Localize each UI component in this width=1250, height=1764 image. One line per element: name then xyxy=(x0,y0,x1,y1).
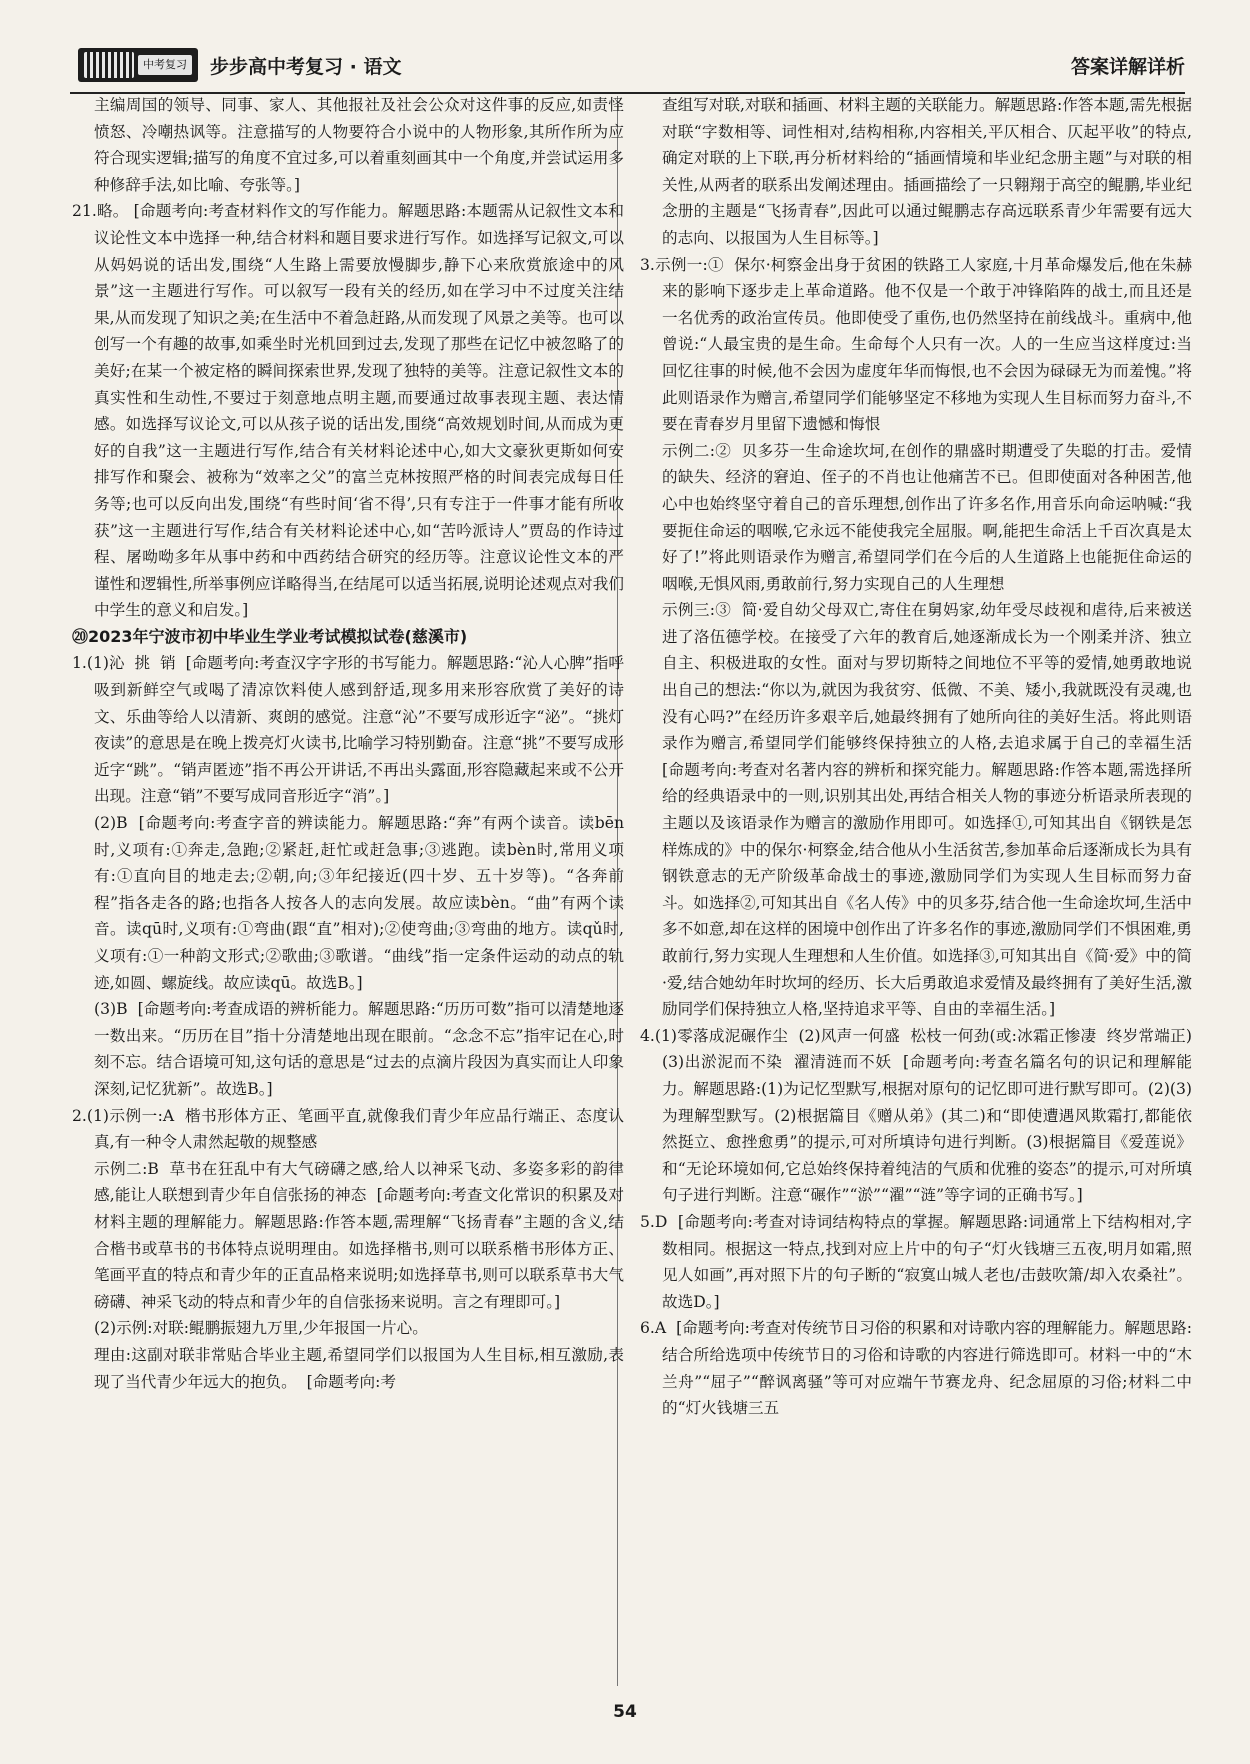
logo-tag: 中考复习 xyxy=(138,55,192,75)
answer-paragraph: 5.D [命题考向:考查对诗词结构特点的掌握。解题思路:词通常上下结构相对,字数相同。根据这一特点,找到对应上片中的句子“灯火钱塘三五夜,明月如霜,照见人如画”,再对照下片的句子断的“寂寞山城人老也/击鼓吹箫/却入农桑社”。故选D。] xyxy=(640,1212,1192,1311)
answer-paragraph: 查组写对联,对联和插画、材料主题的关联能力。解题思路:作答本题,需先根据对联“字数相等、词性相对,结构相称,内容相关,平仄相合、仄起平收”的特点,确定对联的上下联,再分析材料给的“插画情境和毕业纪念册主题”与对联的相关性,从两者的联系出发阐述理由。插画描绘了一只翱翔于高空的鲲鹏,毕业纪念册的主题是“飞扬青春”,因此可以通过鲲鹏志存高远联系青少年需要有远大的志向、以报国为人生目标等。] xyxy=(662,96,1192,247)
publisher-logo xyxy=(78,48,198,82)
left-column xyxy=(72,92,624,1690)
right-column xyxy=(640,92,1202,1690)
page-number: 54 xyxy=(613,1702,637,1722)
answer-paragraph: 主编周国的领导、同事、家人、其他报社及社会公众对这件事的反应,如责怪愤怒、冷嘲热讽等。注意描写的人物要符合小说中的人物形象,其所作所为应符合现实逻辑;描写的角度不宜过多,可以着重刻画其中一个角度,并尝试运用多种修辞手法,如比喻、夸张等。] xyxy=(94,96,624,194)
answer-paragraph: 1.(1)沁 挑 销 [命题考向:考查汉字字形的书写能力。解题思路:“沁人心脾”指呼吸到新鲜空气或喝了清凉饮料使人感到舒适,现多用来形容欣赏了美好的诗文、乐曲等给人以清新、爽朗的感觉。注意“沁”不要写成形近字“泌”。“挑灯夜读”的意思是在晚上拨亮灯火读书,比喻学习特别勤奋。注意“挑”不要写成形近字“跳”。“销声匿迹”指不再公开讲话,不再出头露面,形容隐藏起来或不公开出现。注意“销”不要写成同音形近字“消”。] xyxy=(72,654,624,806)
answer-paragraph: 示例二:B 草书在狂乱中有大气磅礴之感,给人以神采飞动、多姿多彩的韵律感,能让人联想到青少年自信张扬的神态 [命题考向:考查文化常识的积累及对材料主题的理解能力。解题思路:作答本题,需理解“飞扬青春”主题的含义,结合楷书或草书的书体特点说明理由。如选择楷书,则可以联系楷书形体方正、笔画平直的特点和青少年的正直品格来说明;如选择草书,则可以联系草书大气磅礴、神采飞动的特点和青少年的自信张扬来说明。言之有理即可。] xyxy=(94,1159,624,1311)
page-header xyxy=(70,40,1185,94)
logo-emblem-icon xyxy=(84,52,134,78)
book-title: 步步高中考复习 · 语文 xyxy=(210,56,402,78)
answer-paragraph: 21.略。 [命题考向:考查材料作文的写作能力。解题思路:本题需从记叙性文本和议论性文本中选择一种,结合材料和题目要求进行写作。如选择写记叙文,可以从妈妈说的话出发,围绕“人生路上需要放慢脚步,静下心来欣赏旅途中的风景”这一主题进行写作。可以叙写一段有关的经历,如在学习中不过度关注结果,从而发现了知识之美;在生活中不着急赶路,从而发现了风景之美等。也可以创写一个有趣的故事,如乘坐时光机回到过去,发现了那些在记忆中被忽略了的美好;在某一个被定格的瞬间探索世界,发现了独特的美等。注意记叙性文本的真实性和生动性,不要过于刻意地点明主题,而要通过故事表现主题、表达情感。如选择写议论文,可以从孩子说的话出发,围绕“高效规划时间,从而成为更好的自我”这一主题进行写作,结合有关材料论述中心,如大文豪狄更斯如何安排写作和聚会、被称为“效率之父”的富兰克林按照严格的时间表完成每日任务等;也可以反向出发,围绕“有些时间‘省不得’,只有专注于一件事才能有所收获”这一主题进行写作,结合有关材料论述中心,如“苦吟派诗人”贾岛的作诗过程、屠呦呦多年从事中药和中西药结合研究的经历等。注意议论性文本的严谨性和逻辑性,所举事例应详略得当,在结尾可以适当拓展,说明论述观点对我们中学生的意义和启发。] xyxy=(72,202,624,620)
answer-paragraph: 6.A [命题考向:考查对传统节日习俗的积累和对诗歌内容的理解能力。解题思路:结合所给选项中传统节日的习俗和诗歌的内容进行筛选即可。材料一中的“木兰舟”“屈子”“醉讽离骚”等可对应端午节赛龙舟、纪念屈原的习俗;材料二中的“灯火钱塘三五 xyxy=(640,1319,1192,1418)
answer-paragraph: 示例三:③ 简·爱自幼父母双亡,寄住在舅妈家,幼年受尽歧视和虐待,后来被送进了洛伍德学校。在接受了六年的教育后,她逐渐成长为一个刚柔并济、独立自主、积极进取的女性。面对与罗切斯特之间地位不平等的爱情,她勇敢地说出自己的想法:“你以为,就因为我贫穷、低微、不美、矮小,我就既没有灵魂,也没有心吗?”在经历许多艰辛后,她最终拥有了她所向往的美好生活。将此则语录作为赠言,希望同学们能够终保持独立的人格,去追求属于自己的幸福生活 [命题考向:考查对名著内容的辨析和探究能力。解题思路:作答本题,需选择所给的经典语录中的一则,识别其出处,再结合相关人物的事迹分析语录所表现的主题以及该语录作为赠言的激励作用即可。如选择①,可知其出自《钢铁是怎样炼成的》中的保尔·柯察金,结合他从小生活贫苦,参加革命后逐渐成长为具有钢铁意志的无产阶级革命战士的事迹,激励同学们为实现人生目标而努力奋斗。如选择②,可知其出自《名人传》中的贝多芬,结合他一生命途坎坷,生活中多不如意,却在这样的困境中创作出了许多名作的事迹,激励同学们不惧困难,勇敢前行,努力实现人生理想和人生价值。如选择③,可知其出自《简·爱》中的简·爱,结合她幼年时坎坷的经历、长大后勇敢追求爱情及最终拥有了美好生活,激励同学们保持独立人格,坚持追求平等、自由的幸福生活。] xyxy=(662,601,1202,1019)
exam-section-title: ⑳2023年宁波市初中毕业生学业考试模拟试卷(慈溪市) xyxy=(72,626,468,646)
answer-paragraph: 4.(1)零落成泥碾作尘 (2)风声一何盛 松枝一何劲(或:冰霜正惨凄 终岁常端正) (3)出淤泥而不染 濯清涟而不妖 [命题考向:考查名篇名句的识记和理解能力。解题思路:(1)为记忆型默写,根据对原句的记忆即可进行默写即可。(2)(3)为理解型默写。(2)根据篇目《赠从弟》(其二)和“即使遭遇风欺霜打,都能依然挺立、愈挫愈勇”的提示,可对所填诗句进行判断。(3)根据篇目《爱莲说》和“无论环境如何,它总始终保持着纯洁的气质和优雅的姿态”的提示,可对所填句子进行判断。注意“碾作”“淤”“濯”“涟”等字词的正确书写。] xyxy=(640,1026,1202,1205)
answer-paragraph: 理由:这副对联非常贴合毕业主题,希望同学们以报国为人生目标,相互激励,表现了当代青少年远大的抱负。 [命题考向:考 xyxy=(94,1345,624,1391)
answer-paragraph: 示例二:② 贝多芬一生命途坎坷,在创作的鼎盛时期遭受了失聪的打击。爱情的缺失、经济的窘迫、侄子的不肖也让他痛苦不已。但即使面对各种困苦,他心中也始终坚守着自己的音乐理想,创作出了许多名作,用音乐向命运呐喊:“我要扼住命运的咽喉,它永远不能使我完全屈服。啊,能把生命活上千百次真是太好了!”将此则语录作为赠言,希望同学们在今后的人生道路上也能扼住命运的咽喉,无惧风雨,勇敢前行,努力实现自己的人生理想 xyxy=(662,441,1192,593)
answer-paragraph: 2.(1)示例一:A 楷书形体方正、笔画平直,就像我们青少年应品行端正、态度认真,有一种令人肃然起敬的规整感 xyxy=(72,1106,624,1152)
answer-paragraph: (2)B [命题考向:考查字音的辨读能力。解题思路:“奔”有两个读音。读bēn时,义项有:①奔走,急跑;②紧赶,赶忙或赶急事;③逃跑。读bèn时,常用义项有:①直向目的地走去;②朝,向;③年纪接近(四十岁、五十岁等)。“各奔前程”指各走各的路;也指各人按各人的志向发展。故应读bèn。“曲”有两个读音。读qū时,义项有:①弯曲(跟“直”相对);②使弯曲;③弯曲的地方。读qǔ时,义项有:①一种韵文形式;②歌曲;③歌谱。“曲线”指一定条件运动的动点的轨迹,如圆、螺旋线。故应读qū。故选B。] xyxy=(94,814,624,992)
section-label: 答案详解详析 xyxy=(1070,56,1185,78)
answer-paragraph: 3.示例一:① 保尔·柯察金出身于贫困的铁路工人家庭,十月革命爆发后,他在朱赫来的影响下逐步走上革命道路。他不仅是一个敢于冲锋陷阵的战士,而且还是一名优秀的政治宣传员。他即使受了重伤,也仍然坚持在前线战斗。重病中,他曾说:“人最宝贵的是生命。生命每个人只有一次。人的一生应当这样度过:当回忆往事的时候,他不会因为虚度年华而悔恨,也不会因为碌碌无为而羞愧。”将此则语录作为赠言,希望同学们能够坚定不移地为实现人生目标而努力奋斗,不要在青春岁月里留下遗憾和悔恨 xyxy=(640,255,1192,434)
answer-paragraph: (3)B [命题考向:考查成语的辨析能力。解题思路:“历历可数”指可以清楚地逐一数出来。“历历在目”指十分清楚地出现在眼前。“念念不忘”指牢记在心,时刻不忘。结合语境可知,这句话的意思是“过去的点滴片段因为真实而让人印象深刻,记忆犹新”。故选B。] xyxy=(94,1000,624,1098)
answer-paragraph: (2)示例:对联:鲲鹏振翅九万里,少年报国一片心。 xyxy=(94,1319,428,1338)
